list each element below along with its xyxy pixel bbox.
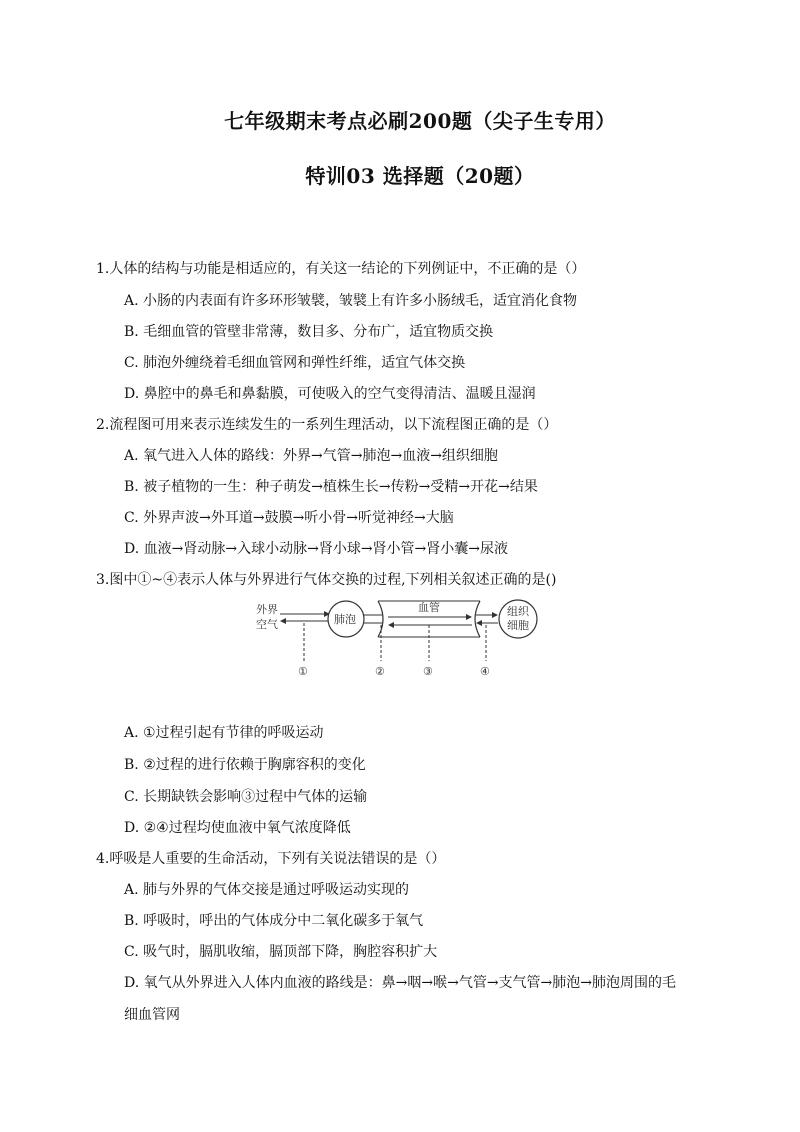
diagram-number-3: ③ [423, 665, 433, 678]
gas-exchange-diagram [248, 595, 548, 685]
question-4-option-d-continued: 细血管网 [124, 1007, 180, 1023]
question-2-stem: 2.流程图可用来表示连续发生的一系列生理活动，以下流程图正确的是（） [96, 417, 558, 433]
question-4-stem: 4.呼吸是人重要的生命活动，下列有关说法错误的是（） [96, 851, 446, 867]
question-1-option-c: C. 肺泡外缠绕着毛细血管网和弹性纤维，适宜气体交换 [124, 355, 466, 371]
question-4-option-a: A. 肺与外界的气体交接是通过呼吸运动实现的 [124, 882, 410, 898]
question-4-option-d: D. 氧气从外界进入人体内血液的路线是：鼻→咽→喉→气管→支气管→肺泡→肺泡周围的毛 [124, 975, 677, 991]
diagram-alveolus-label: 肺泡 [334, 613, 356, 626]
question-2-option-b: B. 被子植物的一生：种子萌发→植株生长→传粉→受精→开花→结果 [124, 479, 538, 495]
diagram-cell-label-1: 组织 [507, 605, 529, 618]
question-2-option-c: C. 外界声波→外耳道→鼓膜→听小骨→听觉神经→大脑 [124, 510, 454, 526]
diagram-number-4: ④ [480, 665, 490, 678]
question-2-option-d: D. 血液→肾动脉→入球小动脉→肾小球→肾小管→肾小囊→尿液 [124, 541, 509, 557]
diagram-outside-air-label-2: 空气 [256, 618, 278, 631]
question-1-option-b: B. 毛细血管的管壁非常薄，数目多、分布广，适宜物质交换 [124, 324, 494, 340]
diagram-outside-air-label-1: 外界 [256, 603, 278, 616]
question-4-option-c: C. 吸气时，膈肌收缩，膈顶部下降，胸腔容积扩大 [124, 944, 438, 960]
diagram-number-2: ② [375, 665, 385, 678]
question-3-option-a: A. ①过程引起有节律的呼吸运动 [124, 725, 324, 741]
diagram-vessel-label: 血管 [418, 601, 440, 614]
question-2-option-a: A. 氧气进入人体的路线：外界→气管→肺泡→血液→组织细胞 [124, 448, 498, 464]
question-3-stem: 3.图中①~④表示人体与外界进行气体交换的过程,下列相关叙述正确的是() [96, 572, 557, 588]
diagram-cell-label-2: 细胞 [507, 619, 529, 632]
question-1-stem: 1.人体的结构与功能是相适应的，有关这一结论的下列例证中，不正确的是（） [96, 261, 586, 277]
diagram-number-1: ① [298, 665, 308, 678]
question-1-option-a: A. 小肠的内表面有许多环形皱襞，皱襞上有许多小肠绒毛，适宜消化食物 [124, 293, 578, 309]
question-3-option-c: C. 长期缺铁会影响③过程中气体的运输 [124, 789, 368, 805]
question-1-option-d: D. 鼻腔中的鼻毛和鼻黏膜，可使吸入的空气变得清洁、温暖且湿润 [124, 386, 536, 402]
page-title: 七年级期末考点必刷200题（尖子生专用） [224, 109, 616, 133]
question-4-option-b: B. 呼吸时，呼出的气体成分中二氧化碳多于氧气 [124, 913, 424, 929]
question-3-option-d: D. ②④过程均使血液中氧气浓度降低 [124, 820, 351, 836]
page-subtitle: 特训03 选择题（20题） [305, 164, 535, 188]
question-3-option-b: B. ②过程的进行依赖于胸廓容积的变化 [124, 757, 366, 773]
